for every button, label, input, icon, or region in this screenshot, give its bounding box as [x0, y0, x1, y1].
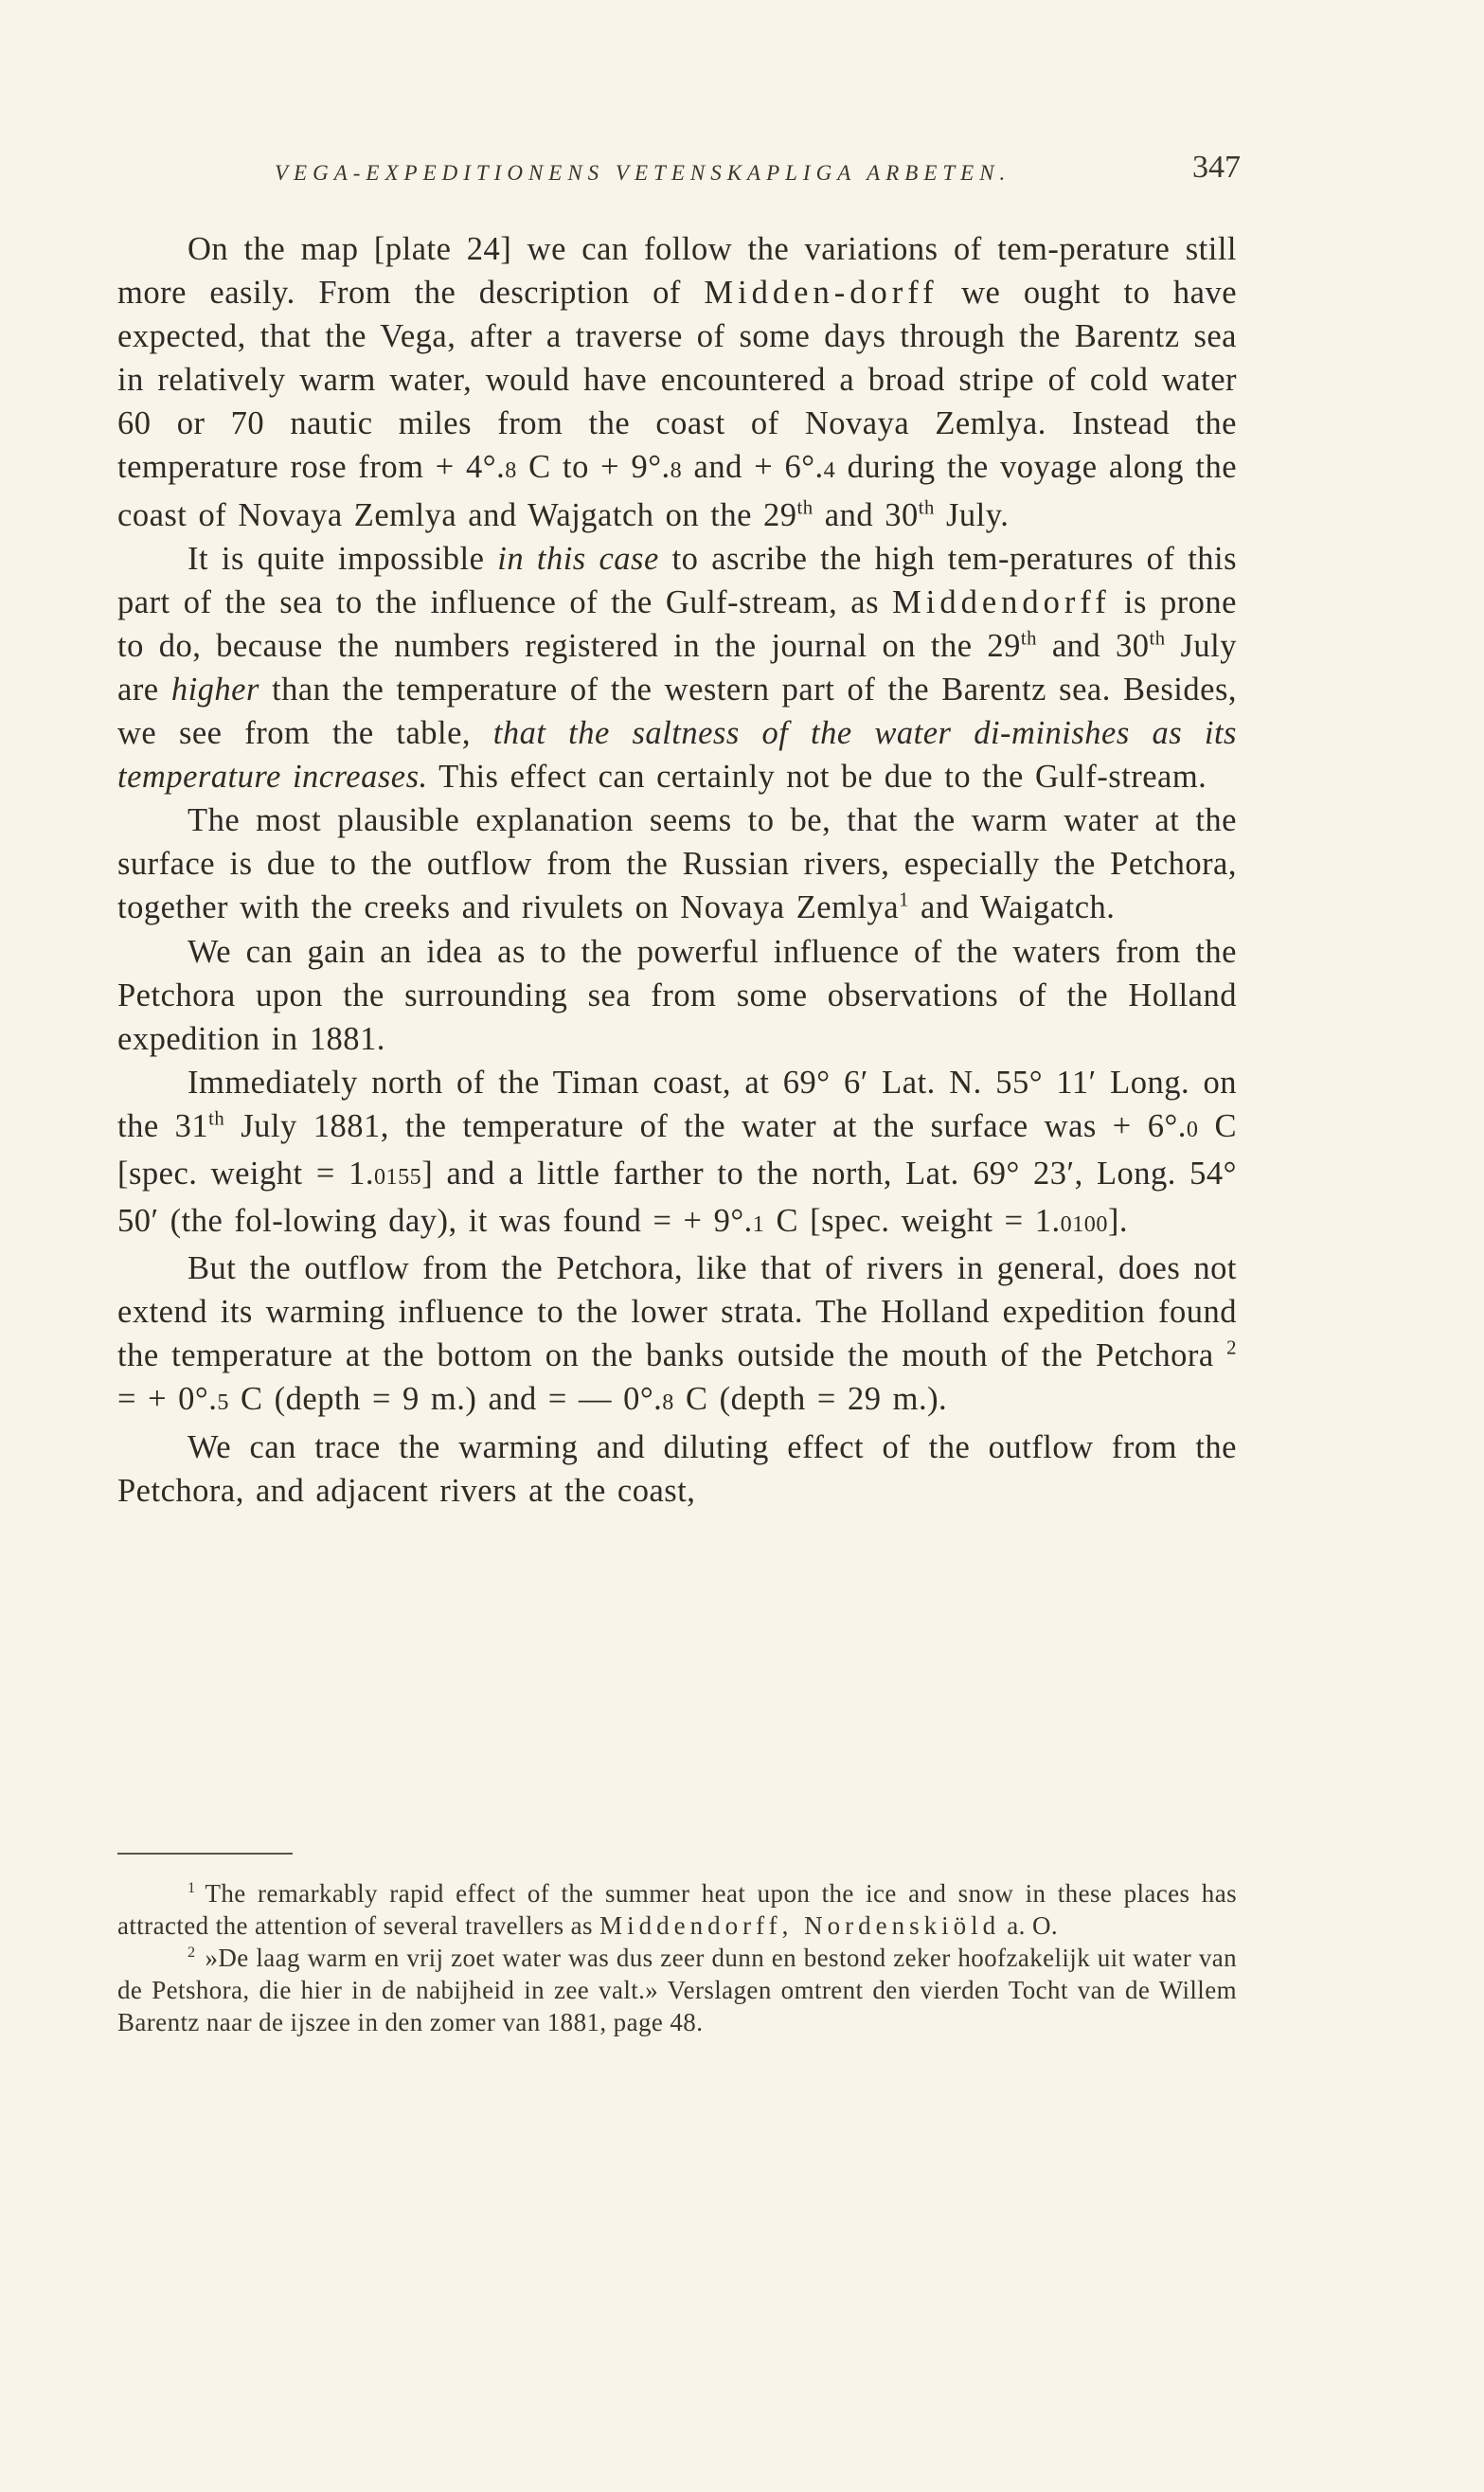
paragraph-3: [117, 798, 1237, 929]
footnote-marker: 2: [188, 1944, 196, 1961]
decimal-digit: 0100: [1060, 1211, 1108, 1238]
text-run: and + 6°.: [693, 449, 824, 486]
superscript: th: [1020, 628, 1037, 650]
footnotes: [117, 1877, 1237, 2038]
author-name: Middendorff, Nordenskiöld: [599, 1911, 1001, 1940]
paragraph-1: [117, 227, 1237, 537]
text-run: = + 0°.: [117, 1381, 218, 1418]
text-run: July 1881, the temperature of the water at the surface was + 6°.: [241, 1107, 1187, 1144]
paragraph-5: [117, 1061, 1237, 1246]
text-run: during the voyage along the coast of Novaya Zemlya and Wajgatch on the 29: [117, 449, 1238, 533]
text-run: C (depth = 9 m.) and = — 0°.: [241, 1381, 663, 1418]
text-run: C to + 9°.: [528, 449, 670, 486]
footnote-2: [117, 1942, 1237, 2038]
italic-text: higher: [170, 671, 259, 708]
text-run: The most plausible explanation seems to be, that the warm water at the surface is due to the outflow from the Russian rivers, especially the Petchora, together with the creeks and rivulets on Novaya Zemlya: [117, 802, 1237, 926]
text-run: July.: [945, 496, 1010, 533]
text-run: But the outflow from the Petchora, like that of rivers in general, does not extend its warming influence to the lower strata. The Holland expedition found the temperature at the bottom on the banks outside the mouth of the Petchora: [117, 1250, 1237, 1374]
decimal-digit: 0: [1186, 1116, 1199, 1142]
text-run: This effect can certainly not be due to the Gulf-stream.: [438, 759, 1207, 796]
superscript: th: [918, 497, 935, 519]
text-run: a. O.: [1007, 1911, 1058, 1940]
footnote-1: [117, 1877, 1237, 1942]
text-run: The remarkably rapid effect of the summer heat upon the ice and snow in these places has attracted the attention of several travellers as: [117, 1879, 1237, 1940]
decimal-digit: 0155: [373, 1163, 422, 1190]
text-run: is prone to do, because the numbers registered in the journal on the 29: [117, 583, 1237, 664]
decimal-digit: 4: [823, 457, 836, 484]
text-run: to ascribe the high tem-peratures of this part of the sea to the influence of the Gulf-stream, as: [117, 540, 1238, 620]
superscript: th: [796, 497, 814, 519]
superscript: th: [208, 1108, 225, 1130]
text-run: C [spec. weight = 1.: [776, 1203, 1061, 1240]
footnote-divider: [117, 1853, 293, 1855]
decimal-digit: 1: [752, 1211, 765, 1238]
text-run: C (depth = 29 m.).: [686, 1381, 948, 1418]
footnote-ref[interactable]: 1: [899, 889, 909, 911]
decimal-digit: 5: [217, 1389, 229, 1416]
superscript: th: [1149, 628, 1166, 650]
decimal-digit: 8: [662, 1389, 674, 1416]
text-run: ].: [1107, 1203, 1129, 1240]
italic-text: in this case: [497, 540, 659, 577]
text-run: we ought to have expected, that the Vega, after a traverse of some days through the Barentz sea in relatively warm water, would have encountered a broad stripe of cold water 60 or 70 nautic miles from the coast of Novaya Zemlya. Instead the temperature rose from + 4°.: [117, 275, 1238, 486]
footnote-marker: 1: [188, 1879, 196, 1896]
decimal-digit: 8: [670, 457, 683, 484]
text-run: On the map [plate 24] we can follow the variations of tem-perature still more easily. From the description of: [117, 231, 1237, 312]
text-run: Immediately north of the Timan coast, at 69° 6′ Lat. N. 55° 11′ Long. on the 31: [117, 1064, 1237, 1144]
text-run: We can trace the warming and diluting effect of the outflow from the Petchora, and adjacent rivers at the coast,: [117, 1428, 1237, 1509]
paragraph-7: [117, 1425, 1237, 1513]
text-run: ] and a little farther to the north, Lat. 69° 23′, Long. 54° 50′ (the fol-lowing day), it was found = + 9°.: [117, 1155, 1237, 1240]
text-run: and Waigatch.: [921, 889, 1116, 926]
italic-text: that the saltness of the water di-minishes as its temperature increases.: [117, 715, 1237, 796]
paragraph-4: [117, 930, 1237, 1061]
text-run: It is quite impossible: [188, 540, 485, 577]
author-name: Middendorff: [892, 583, 1111, 620]
page-number: 347: [1192, 150, 1241, 185]
text-run: than the temperature of the western part of the Barentz sea. Besides, we see from the table,: [117, 671, 1237, 752]
paragraph-6: [117, 1246, 1237, 1425]
text-run: C [spec. weight = 1.: [117, 1107, 1237, 1192]
page-header: [275, 150, 1241, 197]
main-text: [117, 227, 1237, 1513]
text-run: »De laag warm en vrij zoet water was dus zeer dunn en bestond zeker hoofzakelijk uit water van de Petshora, die hier in de nabijheid in zee valt.» Verslagen omtrent den vierden Tocht van de Willem Barentz naar de ijszee in den zomer van 1881, page 48.: [117, 1944, 1237, 2036]
paragraph-2: [117, 537, 1237, 799]
decimal-digit: 8: [505, 457, 517, 484]
footnote-ref[interactable]: 2: [1226, 1337, 1238, 1359]
text-run: July are: [117, 627, 1237, 708]
text-run: and 30: [824, 496, 919, 533]
running-title: VEGA-EXPEDITIONENS VETENSKAPLIGA ARBETEN.: [275, 161, 1011, 185]
text-run: We can gain an idea as to the powerful influence of the waters from the Petchora upon the surrounding sea from some observations of the Holland expedition in 1881.: [117, 933, 1237, 1057]
text-run: and 30: [1051, 627, 1150, 664]
author-name: Midden-dorff: [704, 275, 939, 312]
